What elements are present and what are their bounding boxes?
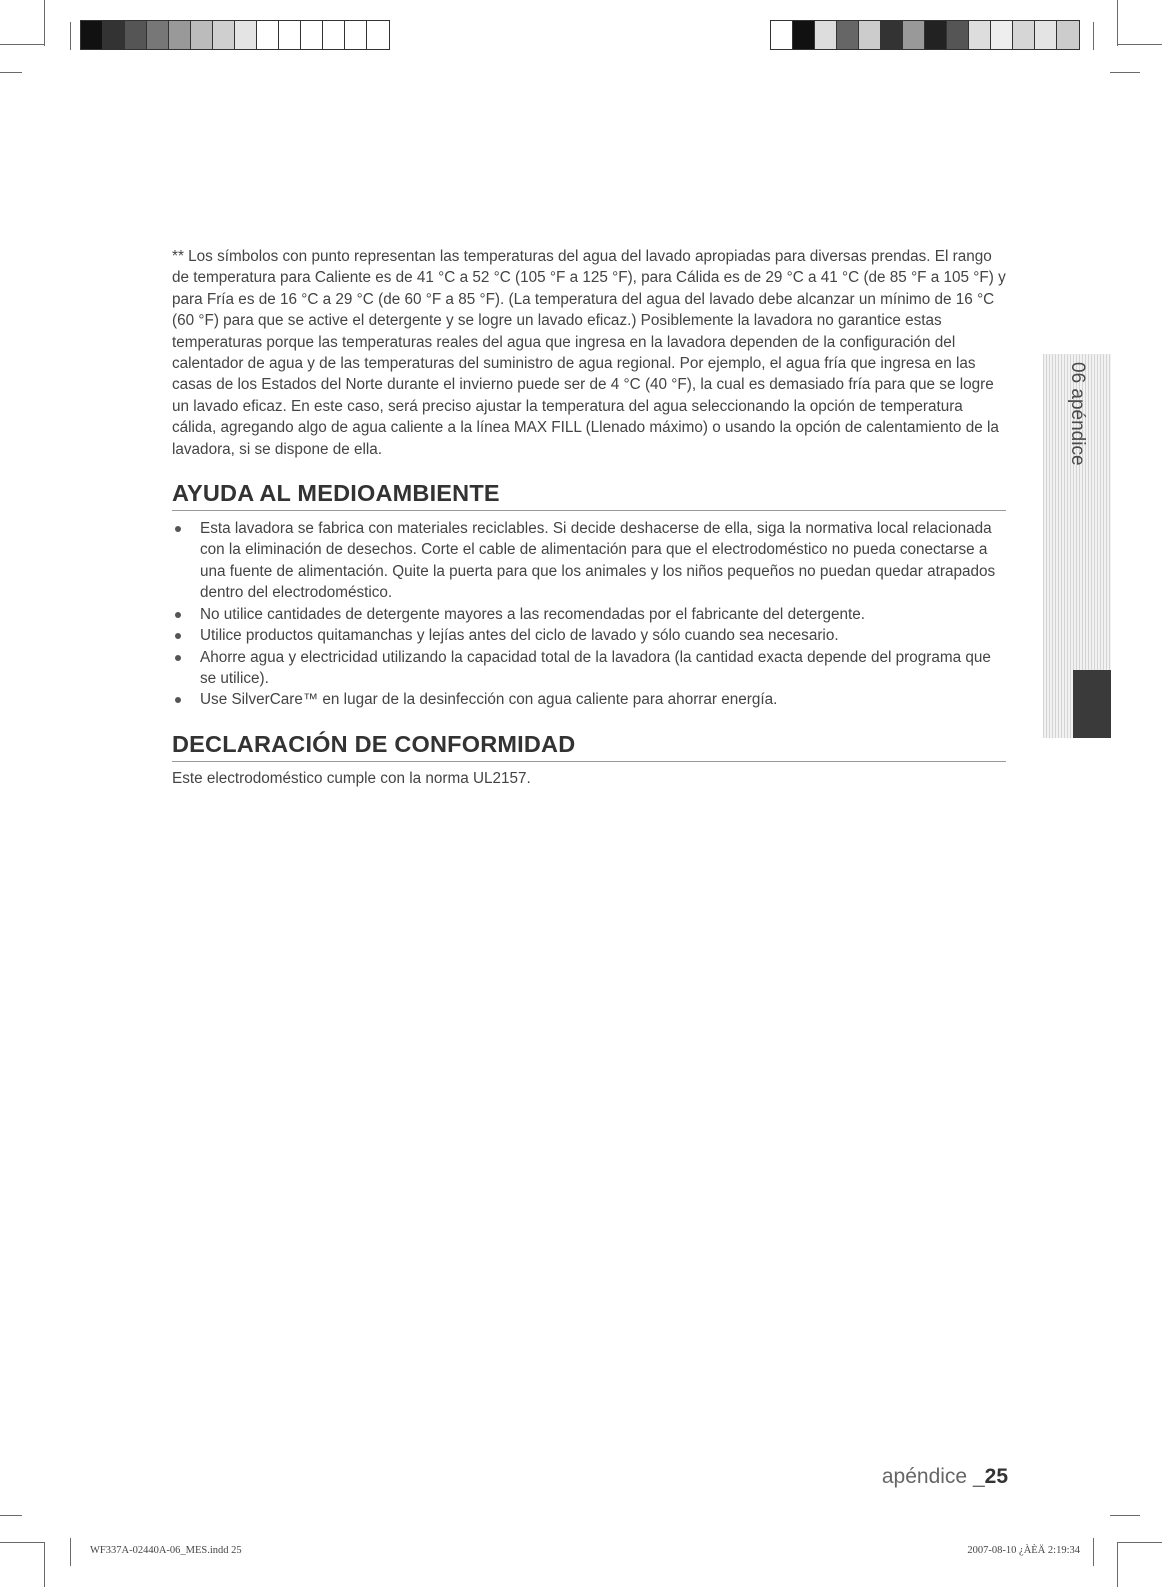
print-slug-left: WF337A-02440A-06_MES.indd 25 bbox=[90, 1545, 242, 1556]
crop-mark bbox=[44, 1542, 45, 1587]
registration-swatch bbox=[103, 21, 125, 49]
crop-mark bbox=[1093, 1538, 1094, 1566]
main-content bbox=[172, 246, 1006, 789]
registration-swatch bbox=[947, 21, 969, 49]
crop-mark bbox=[44, 0, 45, 46]
crop-mark bbox=[1093, 22, 1094, 50]
registration-swatch bbox=[903, 21, 925, 49]
crop-mark bbox=[70, 22, 71, 50]
crop-mark bbox=[70, 1538, 71, 1566]
registration-swatch bbox=[125, 21, 147, 49]
registration-swatch bbox=[235, 21, 257, 49]
registration-swatch bbox=[279, 21, 301, 49]
crop-mark bbox=[0, 44, 44, 45]
registration-strip-right bbox=[770, 20, 1080, 50]
registration-swatch bbox=[925, 21, 947, 49]
registration-swatch bbox=[1013, 21, 1035, 49]
crop-mark bbox=[0, 1515, 22, 1516]
registration-swatch bbox=[771, 21, 793, 49]
registration-swatch bbox=[301, 21, 323, 49]
registration-swatch bbox=[991, 21, 1013, 49]
crop-mark bbox=[1117, 0, 1118, 46]
list-item: Ahorre agua y electricidad utilizando la capacidad total de la lavadora (la cantidad exacta depende del programa que se utilice). bbox=[172, 647, 1006, 690]
registration-swatch bbox=[323, 21, 345, 49]
page-number: apéndice _25 bbox=[881, 1465, 1008, 1488]
bullet-icon bbox=[175, 697, 181, 703]
registration-swatch bbox=[793, 21, 815, 49]
section-heading-conformity: DECLARACIÓN DE CONFORMIDAD bbox=[172, 729, 1006, 762]
chapter-tab-marker bbox=[1073, 670, 1111, 738]
registration-swatch bbox=[81, 21, 103, 49]
crop-mark bbox=[1118, 1542, 1162, 1543]
list-item: No utilice cantidades de detergente mayores a las recomendadas por el fabricante del detergente. bbox=[172, 604, 1006, 625]
registration-swatch bbox=[859, 21, 881, 49]
chapter-side-tab bbox=[1043, 354, 1111, 738]
registration-swatch bbox=[345, 21, 367, 49]
registration-swatch bbox=[969, 21, 991, 49]
section-heading-environment: AYUDA AL MEDIOAMBIENTE bbox=[172, 478, 1006, 511]
bullet-icon bbox=[175, 526, 181, 532]
crop-mark bbox=[1110, 1515, 1140, 1516]
crop-mark bbox=[0, 72, 22, 73]
intro-paragraph: ** Los símbolos con punto representan las temperaturas del agua del lavado apropiadas para diversas prendas. El rango de temperatura para Caliente es de 41 °C a 52 °C (105 °F a 125 °F), para Cálida es de 29 °C a 41 °C (de 85 °F a 105 °F) y para Fría es de 16 °C a 29 °C (de 60 °F a 85 °F). (La temperatura del agua del lavado debe alcanzar un mínimo de 16 °C (60 °F) para que se active el detergente y se logre un lavado eficaz.) Posiblemente la lavadora no garantice estas temperaturas porque las temperaturas reales del agua que ingresa en la lavadora dependen de la configuración del calentador de agua y de las temperaturas del suministro de agua regional. Por ejemplo, el agua fría que ingresa en las casas de los Estados del Norte durante el invierno puede ser de 4 °C (40 °F), la cual es demasiado fría para que se logre un lavado eficaz. En este caso, será preciso ajustar la temperatura del agua seleccionando la opción de temperatura cálida, agregando algo de agua caliente a la línea MAX FILL (Llenado máximo) o usando la opción de calentamiento de la lavadora, si se dispone de ella. bbox=[172, 248, 1006, 458]
list-item: Utilice productos quitamanchas y lejías antes del ciclo de lavado y sólo cuando sea necesario. bbox=[172, 625, 1006, 646]
registration-swatch bbox=[1035, 21, 1057, 49]
registration-swatch bbox=[815, 21, 837, 49]
chapter-tab-label: 06 apéndice bbox=[1067, 362, 1088, 466]
conformity-text: Este electrodoméstico cumple con la norma UL2157. bbox=[172, 769, 531, 787]
registration-swatch bbox=[1057, 21, 1079, 49]
list-item: Esta lavadora se fabrica con materiales reciclables. Si decide deshacerse de ella, siga la normativa local relacionada con la eliminación de desechos. Corte el cable de alimentación para que el electrodoméstico no pueda conectarse a una fuente de alimentación. Quite la puerta para que los animales y los niños pequeños no puedan quedar atrapados dentro del electrodoméstico. bbox=[172, 518, 1006, 604]
bullet-icon bbox=[175, 655, 181, 661]
registration-swatch bbox=[213, 21, 235, 49]
bullet-icon bbox=[175, 612, 181, 618]
list-item: Use SilverCare™ en lugar de la desinfección con agua caliente para ahorrar energía. bbox=[172, 689, 1006, 710]
registration-swatch bbox=[147, 21, 169, 49]
registration-swatch bbox=[169, 21, 191, 49]
registration-swatch bbox=[367, 21, 389, 49]
crop-mark bbox=[1118, 44, 1162, 45]
registration-swatch bbox=[881, 21, 903, 49]
registration-swatch bbox=[257, 21, 279, 49]
registration-swatch bbox=[191, 21, 213, 49]
registration-swatch bbox=[837, 21, 859, 49]
bullet-icon bbox=[175, 633, 181, 639]
environment-bullet-list bbox=[172, 518, 1006, 711]
print-slug-right: 2007-08-10 ¿ÀÈÄ 2:19:34 bbox=[967, 1545, 1080, 1556]
crop-mark bbox=[1117, 1542, 1118, 1587]
crop-mark bbox=[1110, 72, 1140, 73]
registration-strip-left bbox=[80, 20, 390, 50]
crop-mark bbox=[0, 1542, 44, 1543]
